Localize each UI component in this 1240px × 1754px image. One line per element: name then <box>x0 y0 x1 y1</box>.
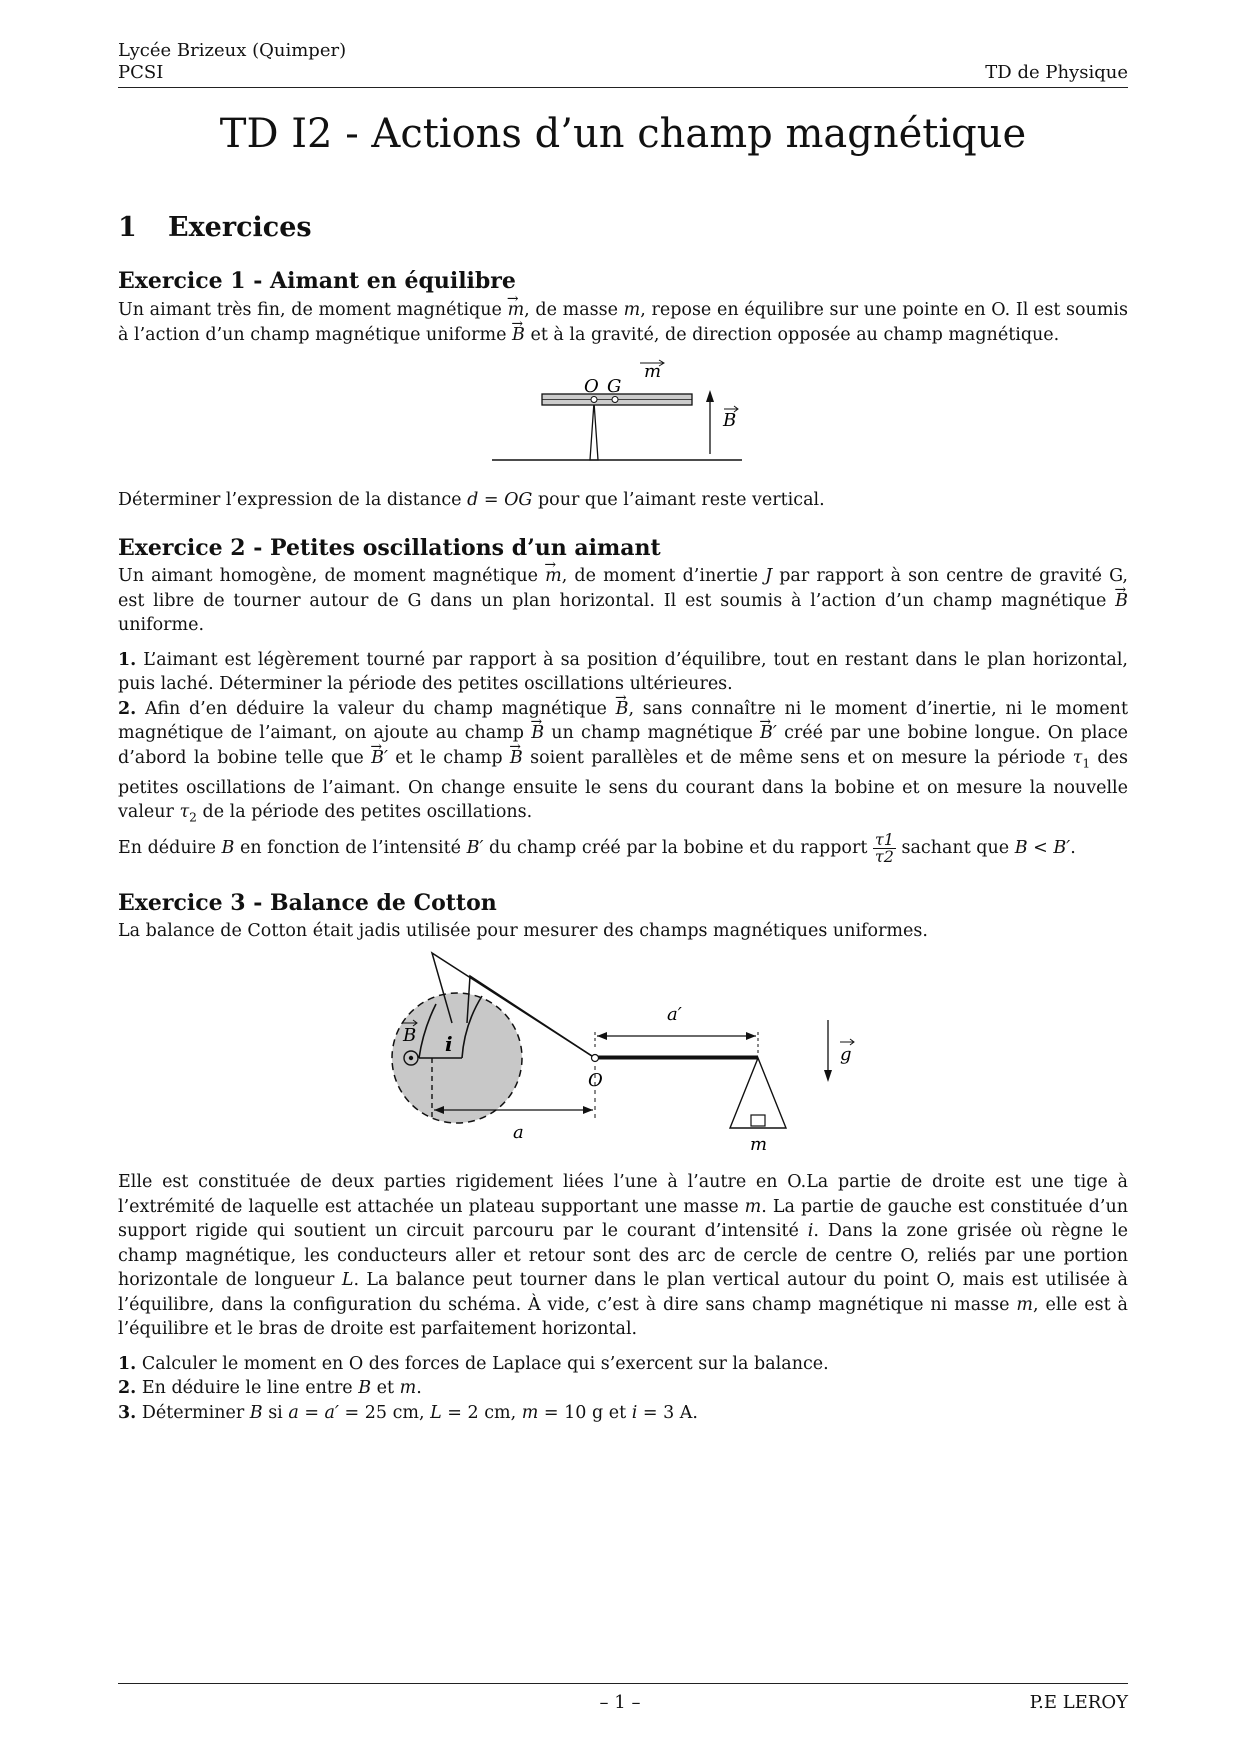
ex3-question-2: 2. En déduire le line entre B et m. <box>118 1378 422 1398</box>
header-subject: TD de Physique <box>985 62 1128 83</box>
section-title: Exercices <box>168 212 312 243</box>
ex3-g-arrowhead <box>824 1070 832 1082</box>
header-class: PCSI <box>118 62 164 83</box>
ex2-question-2-end: En déduire B en fonction de l’intensité B′ du champ créé par la bobine et du rapport $\frac{\tau 1}{\tau 2}$ sachant que B < B′. <box>118 830 1076 866</box>
page-title: TD I2 - Actions d’un champ magnétique <box>219 111 1027 157</box>
ex2-body <box>118 564 1128 865</box>
header-left <box>118 40 346 84</box>
header-rule <box>118 87 1128 88</box>
ex1-intro: Un aimant très fin, de moment magnétique → m, de masse m, repose en équilibre sur une pointe en O. Il est soumis à l’action d’un champ magnétique uniforme → B et à la gravité, de direction opposée au champ magnétique. <box>118 298 1128 347</box>
ex2-question-1: 1. L’aimant est légèrement tourné par rapport à sa position d’équilibre, tout en restant dans le plan horizontal, puis laché. Déterminer la période des petites oscillations ultérieures. <box>118 649 1128 694</box>
ex3-label-a-prime: a′ <box>667 1004 682 1025</box>
ex1-pivot <box>590 402 598 460</box>
ex3-description: Elle est constituée de deux parties rigidement liées l’une à l’autre en O.La partie de droite est une tige à l’extrémité de laquelle est attachée un plateau supportant une masse m. La partie de gauche est constituée d’un support rigide qui soutient un circuit parcouru par le courant d’intensité i. Dans la zone grisée où règne le champ magnétique, les conducteurs aller et retour sont des arc de cercle de centre O, reliés par une portion horizontale de longueur L. La balance peut tourner dans le plan vertical autour du point O, mais est utilisée à l’équilibre, dans la configuration du schéma. À vide, c’est à dire sans champ magnétique ni masse m, elle est à l’équilibre et le bras de droite est parfaitement horizontal. <box>118 1172 1128 1339</box>
ex2-intro: Un aimant homogène, de moment magnétique → m, de moment d’inertie J par rapport à son centre de gravité G, est libre de tourner autour de G dans un plan horizontal. Il est soumis à l’action d’un champ magnétique → B uniforme. <box>118 564 1128 638</box>
header-school: Lycée Brizeux (Quimper) <box>118 40 347 61</box>
ex2-title: Exercice 2 - Petites oscillations d’un aimant <box>118 535 661 561</box>
ex1-label-m: m <box>644 361 662 382</box>
ex1-label-b: B <box>723 410 737 431</box>
ex1-magnet-figure <box>480 352 750 464</box>
ex3-title: Exercice 3 - Balance de Cotton <box>118 890 497 916</box>
ex3-question-1: 1. Calculer le moment en O des forces de Laplace qui s’exercent sur la balance. <box>118 1353 829 1374</box>
ex1-point-o <box>591 397 597 403</box>
ex3-body <box>118 1170 1128 1425</box>
ex3-label-o: O <box>588 1070 603 1091</box>
ex3-label-b: B <box>403 1025 417 1046</box>
footer-author: P.E LEROY <box>1029 1692 1128 1713</box>
ex3-a-prime-arrowhead-right <box>746 1032 756 1040</box>
ex1-title: Exercice 1 - Aimant en équilibre <box>118 268 516 294</box>
section-heading <box>118 212 312 243</box>
ex2-tau-ratio: $\frac{\tau 1}{\tau 2}$ <box>874 830 894 866</box>
ex3-a-prime-arrowhead-left <box>597 1032 607 1040</box>
ex1-question: Déterminer l’expression de la distance d = OG pour que l’aimant reste vertical. <box>118 490 825 510</box>
section-number: 1 <box>118 212 137 243</box>
ex3-intro: La balance de Cotton était jadis utilisée pour mesurer des champs magnétiques uniformes. <box>118 921 928 941</box>
ex3-label-a: a <box>513 1122 524 1143</box>
ex3-question-3: 3. Déterminer B si a = a′ = 25 cm, L = 2 cm, m = 10 g et i = 3 A. <box>118 1402 698 1423</box>
ex3-cotton-balance-figure <box>370 948 870 1160</box>
footer-page-number: – 1 – <box>599 1692 641 1713</box>
ex3-mass <box>751 1115 765 1126</box>
ex3-label-m: m <box>750 1134 768 1155</box>
footer-rule <box>118 1683 1128 1684</box>
ex1-b-arrowhead <box>706 390 714 402</box>
ex1-point-g <box>612 397 618 403</box>
ex1-label-o: O <box>584 376 599 397</box>
ex3-a-arrowhead-right <box>583 1106 593 1114</box>
ex2-question-2: 2. Afin d’en déduire la valeur du champ magnétique → B, sans connaître ni le moment d’inertie, ni le moment magnétique de l’aimant, on ajoute au champ → B un champ magnétique → B′ créé par une bobine longue. On place d’abord la bobine telle que → B′ et le champ → B soient parallèles et de même sens et on mesure la période $\tau_1$ des petites oscillations de l’aimant. On change ensuite le sens du courant dans la bobine et on mesure la nouvelle valeur $\tau_2$ de la période des petites oscillations. <box>118 697 1128 831</box>
ex3-pivot-o <box>592 1055 599 1062</box>
ex3-label-g: g <box>840 1044 852 1065</box>
ex1-label-g: G <box>607 376 622 397</box>
ex3-b-out-of-plane-dot <box>409 1056 413 1060</box>
ex3-label-i: i <box>445 1032 453 1056</box>
